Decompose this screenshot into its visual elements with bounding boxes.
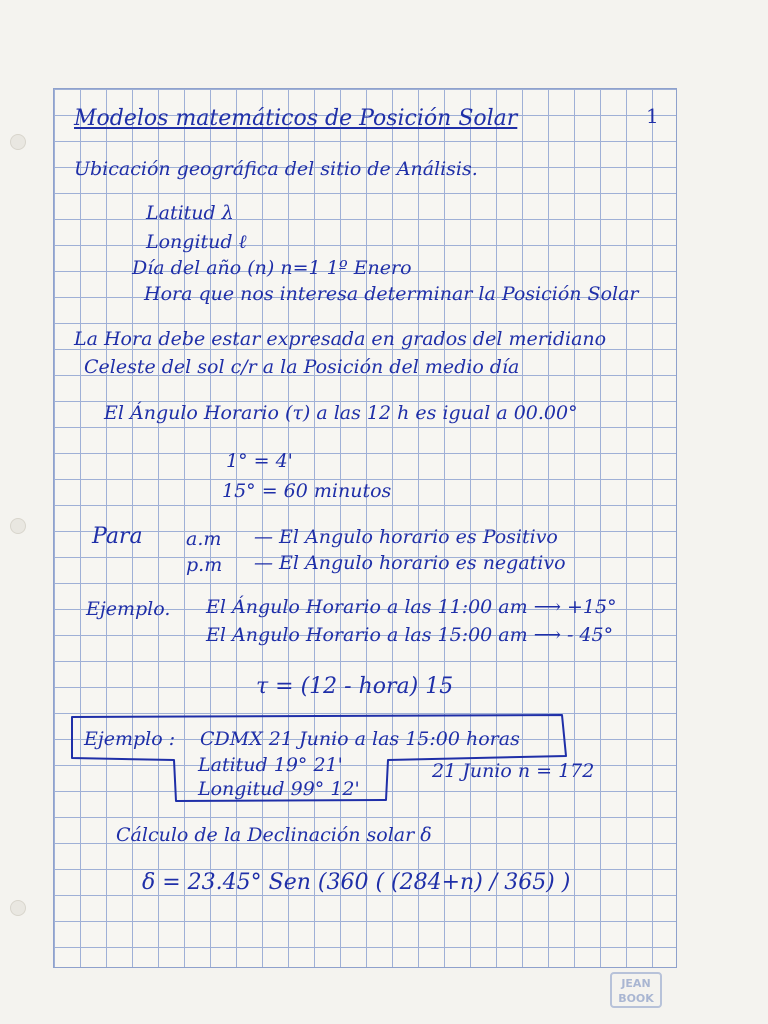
longitud-line: Longitud ℓ — [146, 231, 247, 253]
para-label: Para — [92, 524, 143, 549]
hora-line: Hora que nos interesa determinar la Posición Solar — [144, 283, 639, 305]
page-number: 1 — [646, 104, 659, 128]
page-title: Modelos matemáticos de Posición Solar — [74, 106, 518, 131]
latitud-line: Latitud λ — [146, 202, 234, 224]
calculo-line: Cálculo de la Declinación solar δ — [116, 824, 432, 846]
hora-expresada-line-2: Celeste del sol c/r a la Posición del medio día — [84, 356, 520, 378]
formula-tau: τ = (12 - hora) 15 — [256, 674, 454, 699]
formula-delta: δ = 23.45° Sen (360 ( (284+n) / 365) ) — [142, 870, 571, 895]
brand-logo-line-2: BOOK — [618, 992, 654, 1005]
hora-expresada-line-1: La Hora debe estar expresada en grados del meridiano — [74, 328, 607, 350]
ejemplo-2-line-a: CDMX 21 Junio a las 15:00 horas — [200, 728, 520, 750]
ejemplo-2-n: 21 Junio n = 172 — [432, 760, 595, 782]
dia-line: Día del año (n) n=1 1º Enero — [132, 257, 412, 279]
am-label: a.m — [186, 528, 222, 550]
equivalence-1: 1° = 4' — [226, 450, 293, 472]
ejemplo-2-latitud: Latitud 19° 21' — [198, 754, 343, 776]
ejemplo-1-line-a: El Ángulo Horario a las 11:00 am ⟶ +15° — [206, 596, 617, 618]
am-text: — El Angulo horario es Positivo — [254, 526, 558, 548]
ejemplo-2-longitud: Longitud 99° 12' — [198, 778, 360, 800]
ejemplo-1-line-b: El Angulo Horario a las 15:00 am ⟶ - 45° — [206, 624, 614, 646]
ejemplo-1-label: Ejemplo. — [86, 598, 171, 620]
equivalence-2: 15° = 60 minutos — [222, 480, 392, 502]
ejemplo-2-label: Ejemplo : — [84, 728, 176, 750]
brand-logo — [610, 972, 662, 1008]
brand-logo-line-1: JEAN — [621, 977, 651, 990]
pm-label: p.m — [186, 554, 223, 576]
punch-hole — [10, 134, 26, 150]
punch-hole — [10, 518, 26, 534]
pm-text: — El Angulo horario es negativo — [254, 552, 566, 574]
angulo-horario-line: El Ángulo Horario (τ) a las 12 h es igual a 00.00° — [104, 402, 578, 424]
punch-hole — [10, 900, 26, 916]
ubicacion-line: Ubicación geográfica del sitio de Análisis. — [74, 158, 478, 180]
